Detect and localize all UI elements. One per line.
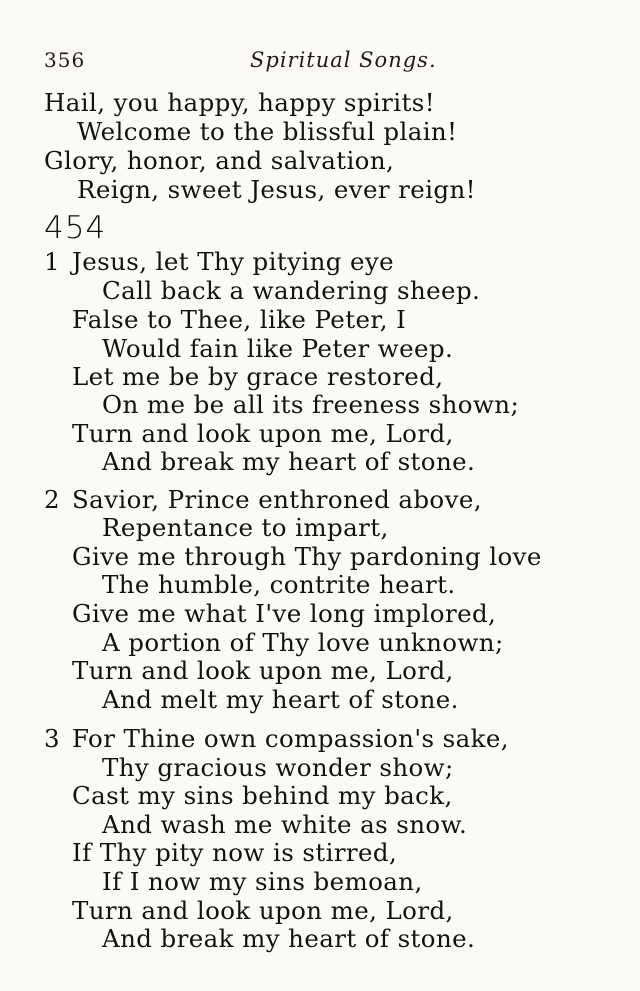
verse-line: Turn and look upon me, Lord, <box>72 896 454 925</box>
verse-line: And break my heart of stone. <box>102 447 476 476</box>
verse-line: On me be all its freeness shown; <box>102 390 520 419</box>
verse-line: Savior, Prince enthroned above, <box>72 485 482 514</box>
hymn-number: 454 <box>44 210 107 246</box>
verse-line: Turn and look upon me, Lord, <box>72 656 454 685</box>
verse-line: Thy gracious wonder show; <box>102 753 454 782</box>
verse-line: Cast my sins behind my back, <box>72 781 453 810</box>
verse-line: And wash me white as snow. <box>102 810 468 839</box>
verse-line: Let me be by grace restored, <box>72 362 444 391</box>
verse-line: Welcome to the blissful plain! <box>77 117 458 146</box>
verse-line: Glory, honor, and salvation, <box>44 146 395 175</box>
verse-line: Turn and look upon me, Lord, <box>72 419 454 448</box>
verse-line: For Thine own compassion's sake, <box>72 724 509 753</box>
verse-number: 1 <box>44 247 60 276</box>
verse-line: Give me through Thy pardoning love <box>72 542 542 571</box>
verse-line: And break my heart of stone. <box>102 924 476 953</box>
verse-line: The humble, contrite heart. <box>102 570 456 599</box>
verse-number: 2 <box>44 485 60 514</box>
verse-line: Would fain like Peter weep. <box>102 334 454 363</box>
page-header <box>44 48 604 78</box>
verse-line: If Thy pity now is stirred, <box>72 838 398 867</box>
verse-line: And melt my heart of stone. <box>102 685 459 714</box>
verse-line: If I now my sins bemoan, <box>102 867 423 896</box>
verse-line: Call back a wandering sheep. <box>102 276 481 305</box>
verse-line: Reign, sweet Jesus, ever reign! <box>77 175 476 204</box>
verse-line: Jesus, let Thy pitying eye <box>72 247 395 276</box>
verse-line: Hail, you happy, happy spirits! <box>44 88 435 117</box>
running-title: Spiritual Songs. <box>250 48 437 72</box>
page-number: 356 <box>44 48 86 72</box>
verse-line: A portion of Thy love unknown; <box>102 628 504 657</box>
verse-line: Repentance to impart, <box>102 513 389 542</box>
verse-number: 3 <box>44 724 60 753</box>
verse-line: Give me what I've long implored, <box>72 599 497 628</box>
verse-line: False to Thee, like Peter, I <box>72 305 407 334</box>
